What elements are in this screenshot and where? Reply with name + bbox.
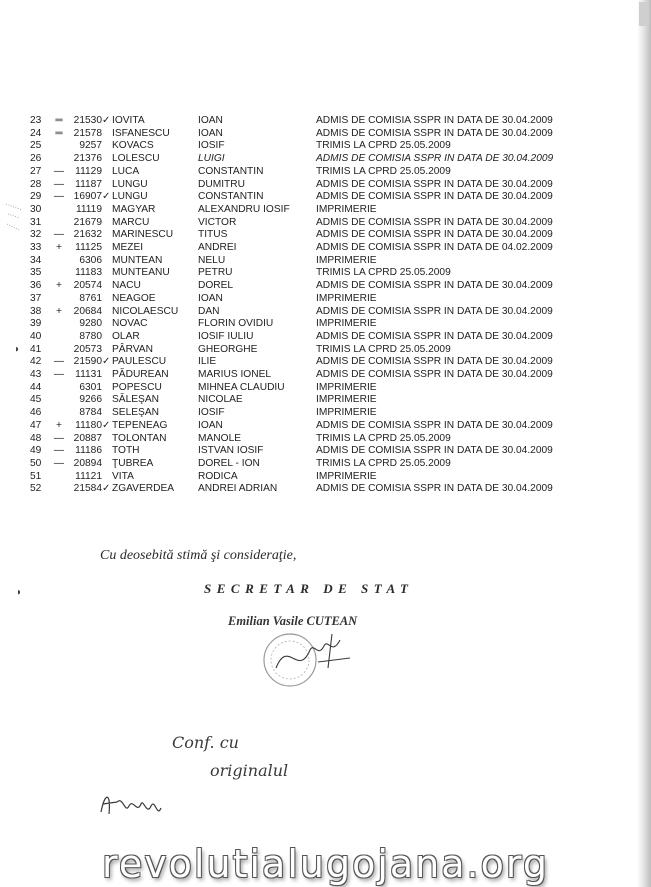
row-mark xyxy=(52,255,66,268)
row-code: 11121 xyxy=(75,470,102,482)
row-status: ADMIS DE COMISIA SSPR IN DATA DE 30.04.2009 xyxy=(316,445,553,457)
row-surname: LUNGU xyxy=(112,191,148,203)
row-code: 20574 xyxy=(73,280,102,292)
row-check-mark xyxy=(102,179,112,192)
row-number: 26 xyxy=(30,153,42,165)
row-first-name: DAN xyxy=(198,305,220,317)
row-mark xyxy=(52,471,66,484)
row-code: 11131 xyxy=(75,369,102,381)
row-surname: OLAR xyxy=(112,330,140,342)
row-check-mark: ✓ xyxy=(102,115,111,126)
row-surname: SELEŞAN xyxy=(112,407,159,419)
table-row xyxy=(30,293,576,306)
row-check-mark xyxy=(102,166,112,179)
row-check-mark xyxy=(102,153,112,166)
row-status: IMPRIMERIE xyxy=(316,254,377,266)
row-surname: ŢUBREA xyxy=(112,457,154,469)
row-code: 6306 xyxy=(79,254,102,266)
row-check-mark xyxy=(102,217,112,230)
row-mark xyxy=(52,483,66,496)
row-surname: PĂDUREAN xyxy=(112,369,169,381)
row-code: 9280 xyxy=(79,318,102,330)
row-status: IMPRIMERIE xyxy=(316,203,377,215)
row-code: 11187 xyxy=(75,178,102,190)
closing-formula: Cu deosebită stimă şi consideraţie, xyxy=(100,548,297,563)
row-code: 16907 xyxy=(73,191,102,203)
row-status: IMPRIMERIE xyxy=(316,394,377,406)
handwritten-initials-signature xyxy=(95,784,175,824)
row-first-name: CONSTANTIN xyxy=(198,165,264,177)
row-first-name: IOAN xyxy=(198,127,223,139)
row-status: IMPRIMERIE xyxy=(316,381,377,393)
row-check-mark xyxy=(102,394,112,407)
personnel-table-body xyxy=(30,115,576,496)
margin-hole-mark: ◗ xyxy=(16,587,23,598)
row-mark xyxy=(52,204,66,217)
row-first-name: MANOLE xyxy=(198,432,242,444)
row-first-name: DOREL - ION xyxy=(198,457,260,469)
row-surname: LOLESCU xyxy=(112,153,160,165)
row-first-name: DUMITRU xyxy=(198,178,245,190)
row-first-name: IOAN xyxy=(198,419,223,431)
row-status: ADMIS DE COMISIA SSPR IN DATA DE 30.04.2009 xyxy=(316,127,553,139)
row-mark: — xyxy=(53,432,65,444)
row-check-mark xyxy=(102,255,112,268)
row-first-name: IOSIF xyxy=(198,407,225,419)
row-status: TRIMIS LA CPRD 25.05.2009 xyxy=(316,457,451,469)
handnote-line-2: originalul xyxy=(210,761,289,780)
row-status: IMPRIMERIE xyxy=(316,407,377,419)
row-status: ADMIS DE COMISIA SSPR IN DATA DE 30.04.2009 xyxy=(316,178,553,190)
row-number: 45 xyxy=(30,394,42,406)
row-number: 44 xyxy=(30,381,42,393)
row-first-name: ILIE xyxy=(198,356,217,368)
row-number: 46 xyxy=(30,407,42,419)
row-number: 50 xyxy=(30,457,42,469)
row-first-name: ISTVAN IOSIF xyxy=(198,445,264,457)
row-check-mark xyxy=(102,382,112,395)
table-row xyxy=(30,217,576,230)
table-row xyxy=(30,153,576,166)
row-check-mark xyxy=(102,318,112,331)
row-status: ADMIS DE COMISIA SSPR IN DATA DE 04.02.2009 xyxy=(316,242,553,254)
row-surname: TOTH xyxy=(112,445,140,457)
table-row xyxy=(30,204,576,217)
row-surname: TEPENEAG xyxy=(112,419,168,431)
row-mark xyxy=(52,217,66,230)
row-code: 21376 xyxy=(73,153,102,165)
row-check-mark xyxy=(102,306,112,319)
row-code: 9257 xyxy=(79,140,102,152)
row-code: 11186 xyxy=(75,445,102,457)
row-number: 31 xyxy=(30,216,42,228)
table-row xyxy=(30,280,576,293)
row-surname: NEAGOE xyxy=(112,292,156,304)
row-first-name: MIHNEA CLAUDIU xyxy=(198,381,285,393)
row-surname: KOVACS xyxy=(112,140,154,152)
row-number: 49 xyxy=(30,445,42,457)
row-status: IMPRIMERIE xyxy=(316,318,377,330)
row-mark: ═ xyxy=(55,127,63,139)
row-number: 25 xyxy=(30,140,42,152)
row-first-name: IOAN xyxy=(198,292,223,304)
row-surname: PAULESCU xyxy=(112,356,167,368)
row-mark: + xyxy=(56,242,62,254)
row-status: TRIMIS LA CPRD 25.05.2009 xyxy=(316,140,451,152)
row-check-mark xyxy=(102,433,112,446)
table-row xyxy=(30,471,576,484)
row-first-name: ANDREI xyxy=(198,242,237,254)
row-code: 11129 xyxy=(75,165,102,177)
table-row xyxy=(30,115,576,128)
handnote-line-1: Conf. cu xyxy=(172,733,239,752)
row-status: TRIMIS LA CPRD 25.05.2009 xyxy=(316,432,451,444)
row-code: 21530 xyxy=(73,115,102,126)
row-check-mark xyxy=(102,293,112,306)
table-row xyxy=(30,344,576,357)
official-stamp-with-signature xyxy=(258,628,358,690)
table-row xyxy=(30,267,576,280)
row-first-name: MARIUS IONEL xyxy=(198,369,272,381)
site-watermark: revolutialugojana.org xyxy=(102,842,549,886)
row-status: ADMIS DE COMISIA SSPR IN DATA DE 30.04.2009 xyxy=(316,483,553,495)
row-number: 29 xyxy=(30,191,42,203)
row-check-mark xyxy=(102,344,112,357)
row-surname: ISFANESCU xyxy=(112,127,170,139)
row-surname: PÂRVAN xyxy=(112,343,153,355)
row-mark xyxy=(52,293,66,306)
row-first-name: FLORIN OVIDIU xyxy=(198,318,274,330)
row-first-name: IOSIF xyxy=(198,140,225,152)
row-number: 35 xyxy=(30,267,42,279)
row-code: 8761 xyxy=(79,292,102,304)
row-mark xyxy=(52,267,66,280)
margin-hole-mark: ◗ xyxy=(14,344,21,355)
row-status: ADMIS DE COMISIA SSPR IN DATA DE 30.04.2009 xyxy=(316,216,553,228)
margin-scribble xyxy=(4,200,26,240)
row-status: ADMIS DE COMISIA SSPR IN DATA DE 30.04.2009 xyxy=(316,305,553,317)
signatory-name: Emilian Vasile CUTEAN xyxy=(228,614,358,628)
row-code: 21578 xyxy=(73,127,102,139)
row-check-mark: ✓ xyxy=(102,419,111,431)
row-check-mark xyxy=(102,229,112,242)
row-first-name: NICOLAE xyxy=(198,394,243,406)
row-first-name: GHEORGHE xyxy=(198,343,258,355)
table-row xyxy=(30,382,576,395)
row-number: 30 xyxy=(30,203,42,215)
row-mark xyxy=(52,382,66,395)
row-mark xyxy=(52,318,66,331)
row-mark: — xyxy=(53,457,65,469)
row-check-mark xyxy=(102,242,112,255)
table-row xyxy=(30,458,576,471)
row-status: ADMIS DE COMISIA SSPR IN DATA DE 30.04.2009 xyxy=(316,191,553,203)
row-first-name: CONSTANTIN xyxy=(198,191,264,203)
row-code: 20573 xyxy=(73,343,102,355)
row-mark: — xyxy=(53,191,65,203)
row-mark: ═ xyxy=(55,115,63,126)
row-number: 38 xyxy=(30,305,42,317)
row-mark xyxy=(52,153,66,166)
row-check-mark: ✓ xyxy=(102,191,111,203)
row-status: ADMIS DE COMISIA SSPR IN DATA DE 30.04.2009 xyxy=(316,280,553,292)
row-check-mark xyxy=(102,471,112,484)
row-number: 27 xyxy=(30,165,42,177)
row-number: 48 xyxy=(30,432,42,444)
row-surname: MUNTEAN xyxy=(112,254,163,266)
row-status: IMPRIMERIE xyxy=(316,292,377,304)
table-row xyxy=(30,369,576,382)
row-first-name: IOSIF IULIU xyxy=(198,330,254,342)
table-row xyxy=(30,318,576,331)
row-mark: + xyxy=(56,305,62,317)
table-row xyxy=(30,433,576,446)
row-code: 11183 xyxy=(75,267,102,279)
row-number: 37 xyxy=(30,292,42,304)
table-row xyxy=(30,394,576,407)
row-check-mark: ✓ xyxy=(102,356,111,368)
row-mark: — xyxy=(53,445,65,457)
row-mark: + xyxy=(56,419,62,431)
row-mark: — xyxy=(53,165,65,177)
row-mark xyxy=(52,331,66,344)
table-row xyxy=(30,306,576,319)
row-check-mark: ✓ xyxy=(102,483,111,495)
scan-edge-shadow xyxy=(637,0,651,887)
row-number: 28 xyxy=(30,178,42,190)
row-number: 42 xyxy=(30,356,42,368)
row-number: 51 xyxy=(30,470,42,482)
row-first-name: TITUS xyxy=(198,229,228,241)
table-row xyxy=(30,420,576,433)
table-row xyxy=(30,166,576,179)
row-number: 23 xyxy=(30,115,42,126)
scan-corner-mark xyxy=(639,2,649,26)
row-code: 20684 xyxy=(73,305,102,317)
row-surname: MUNTEANU xyxy=(112,267,170,279)
row-status: ADMIS DE COMISIA SSPR IN DATA DE 30.04.2009 xyxy=(316,115,553,126)
handwritten-certification-note xyxy=(160,728,310,788)
row-mark xyxy=(52,394,66,407)
row-surname: ZGAVERDEA xyxy=(112,483,175,495)
row-code: 8784 xyxy=(79,407,102,419)
table-row xyxy=(30,229,576,242)
row-surname: LUNGU xyxy=(112,178,148,190)
row-number: 39 xyxy=(30,318,42,330)
row-status: IMPRIMERIE xyxy=(316,470,377,482)
row-number: 47 xyxy=(30,419,42,431)
row-number: 52 xyxy=(30,483,42,495)
row-surname: LUCA xyxy=(112,165,140,177)
row-surname: NICOLAESCU xyxy=(112,305,179,317)
table-row xyxy=(30,407,576,420)
row-first-name: VICTOR xyxy=(198,216,237,228)
row-mark: — xyxy=(53,229,65,241)
row-number: 40 xyxy=(30,330,42,342)
row-code: 9266 xyxy=(79,394,102,406)
row-code: 11125 xyxy=(75,242,102,254)
row-mark xyxy=(52,407,66,420)
row-check-mark xyxy=(102,267,112,280)
row-check-mark xyxy=(102,407,112,420)
row-mark: + xyxy=(56,280,62,292)
row-check-mark xyxy=(102,280,112,293)
row-first-name: ALEXANDRU IOSIF xyxy=(198,203,290,215)
row-surname: POPESCU xyxy=(112,381,162,393)
row-code: 20894 xyxy=(73,457,102,469)
row-check-mark xyxy=(102,445,112,458)
row-check-mark xyxy=(102,331,112,344)
row-status: ADMIS DE COMISIA SSPR IN DATA DE 30.04.2009 xyxy=(316,153,554,165)
row-number: 33 xyxy=(30,242,42,254)
row-check-mark xyxy=(102,140,112,153)
row-status: ADMIS DE COMISIA SSPR IN DATA DE 30.04.2009 xyxy=(316,419,553,431)
row-mark xyxy=(52,140,66,153)
row-surname: TOLONTAN xyxy=(112,432,167,444)
personnel-table xyxy=(30,115,576,496)
row-surname: VITA xyxy=(112,470,134,482)
row-number: 43 xyxy=(30,369,42,381)
row-code: 20887 xyxy=(73,432,102,444)
row-status: TRIMIS LA CPRD 25.05.2009 xyxy=(316,267,451,279)
table-row xyxy=(30,483,576,496)
row-code: 21632 xyxy=(73,229,102,241)
table-row xyxy=(30,242,576,255)
row-number: 41 xyxy=(30,343,42,355)
row-surname: MARCU xyxy=(112,216,150,228)
row-code: 21679 xyxy=(73,216,102,228)
row-status: ADMIS DE COMISIA SSPR IN DATA DE 30.04.2009 xyxy=(316,330,553,342)
row-mark xyxy=(52,344,66,357)
row-surname: SĂLEŞAN xyxy=(112,394,159,406)
row-first-name: RODICA xyxy=(198,470,238,482)
row-first-name: ANDREI ADRIAN xyxy=(198,483,278,495)
row-code: 8780 xyxy=(79,330,102,342)
row-surname: MARINESCU xyxy=(112,229,174,241)
row-first-name: LUIGI xyxy=(198,153,225,165)
row-mark: — xyxy=(53,369,65,381)
row-code: 21584 xyxy=(73,483,102,495)
row-surname: IOVITA xyxy=(112,115,145,126)
row-surname: NACU xyxy=(112,280,141,292)
table-row xyxy=(30,128,576,141)
row-status: ADMIS DE COMISIA SSPR IN DATA DE 30.04.2009 xyxy=(316,229,553,241)
row-code: 11119 xyxy=(75,203,102,215)
row-code: 11180 xyxy=(75,419,102,431)
row-code: 21590 xyxy=(73,356,102,368)
row-check-mark xyxy=(102,204,112,217)
row-number: 32 xyxy=(30,229,42,241)
row-check-mark xyxy=(102,128,112,141)
table-row xyxy=(30,445,576,458)
row-first-name: PETRU xyxy=(198,267,233,279)
row-mark: — xyxy=(53,356,65,368)
table-row xyxy=(30,255,576,268)
row-surname: NOVAC xyxy=(112,318,148,330)
row-first-name: IOAN xyxy=(198,115,223,126)
row-code: 6301 xyxy=(79,381,102,393)
signatory-title: SECRETAR DE STAT xyxy=(204,581,414,596)
row-number: 36 xyxy=(30,280,42,292)
row-status: ADMIS DE COMISIA SSPR IN DATA DE 30.04.2009 xyxy=(316,369,553,381)
row-surname: MAGYAR xyxy=(112,203,156,215)
row-number: 24 xyxy=(30,127,42,139)
row-surname: MEZEI xyxy=(112,242,144,254)
row-status: ADMIS DE COMISIA SSPR IN DATA DE 30.04.2009 xyxy=(316,356,553,368)
table-row xyxy=(30,356,576,369)
table-row xyxy=(30,179,576,192)
table-row xyxy=(30,140,576,153)
table-row xyxy=(30,191,576,204)
row-first-name: DOREL xyxy=(198,280,234,292)
row-number: 34 xyxy=(30,254,42,266)
table-row xyxy=(30,331,576,344)
row-first-name: NELU xyxy=(198,254,226,266)
row-status: TRIMIS LA CPRD 25.05.2009 xyxy=(316,165,451,177)
row-check-mark xyxy=(102,369,112,382)
row-check-mark xyxy=(102,458,112,471)
row-mark: — xyxy=(53,178,65,190)
row-status: TRIMIS LA CPRD 25.05.2009 xyxy=(316,343,451,355)
